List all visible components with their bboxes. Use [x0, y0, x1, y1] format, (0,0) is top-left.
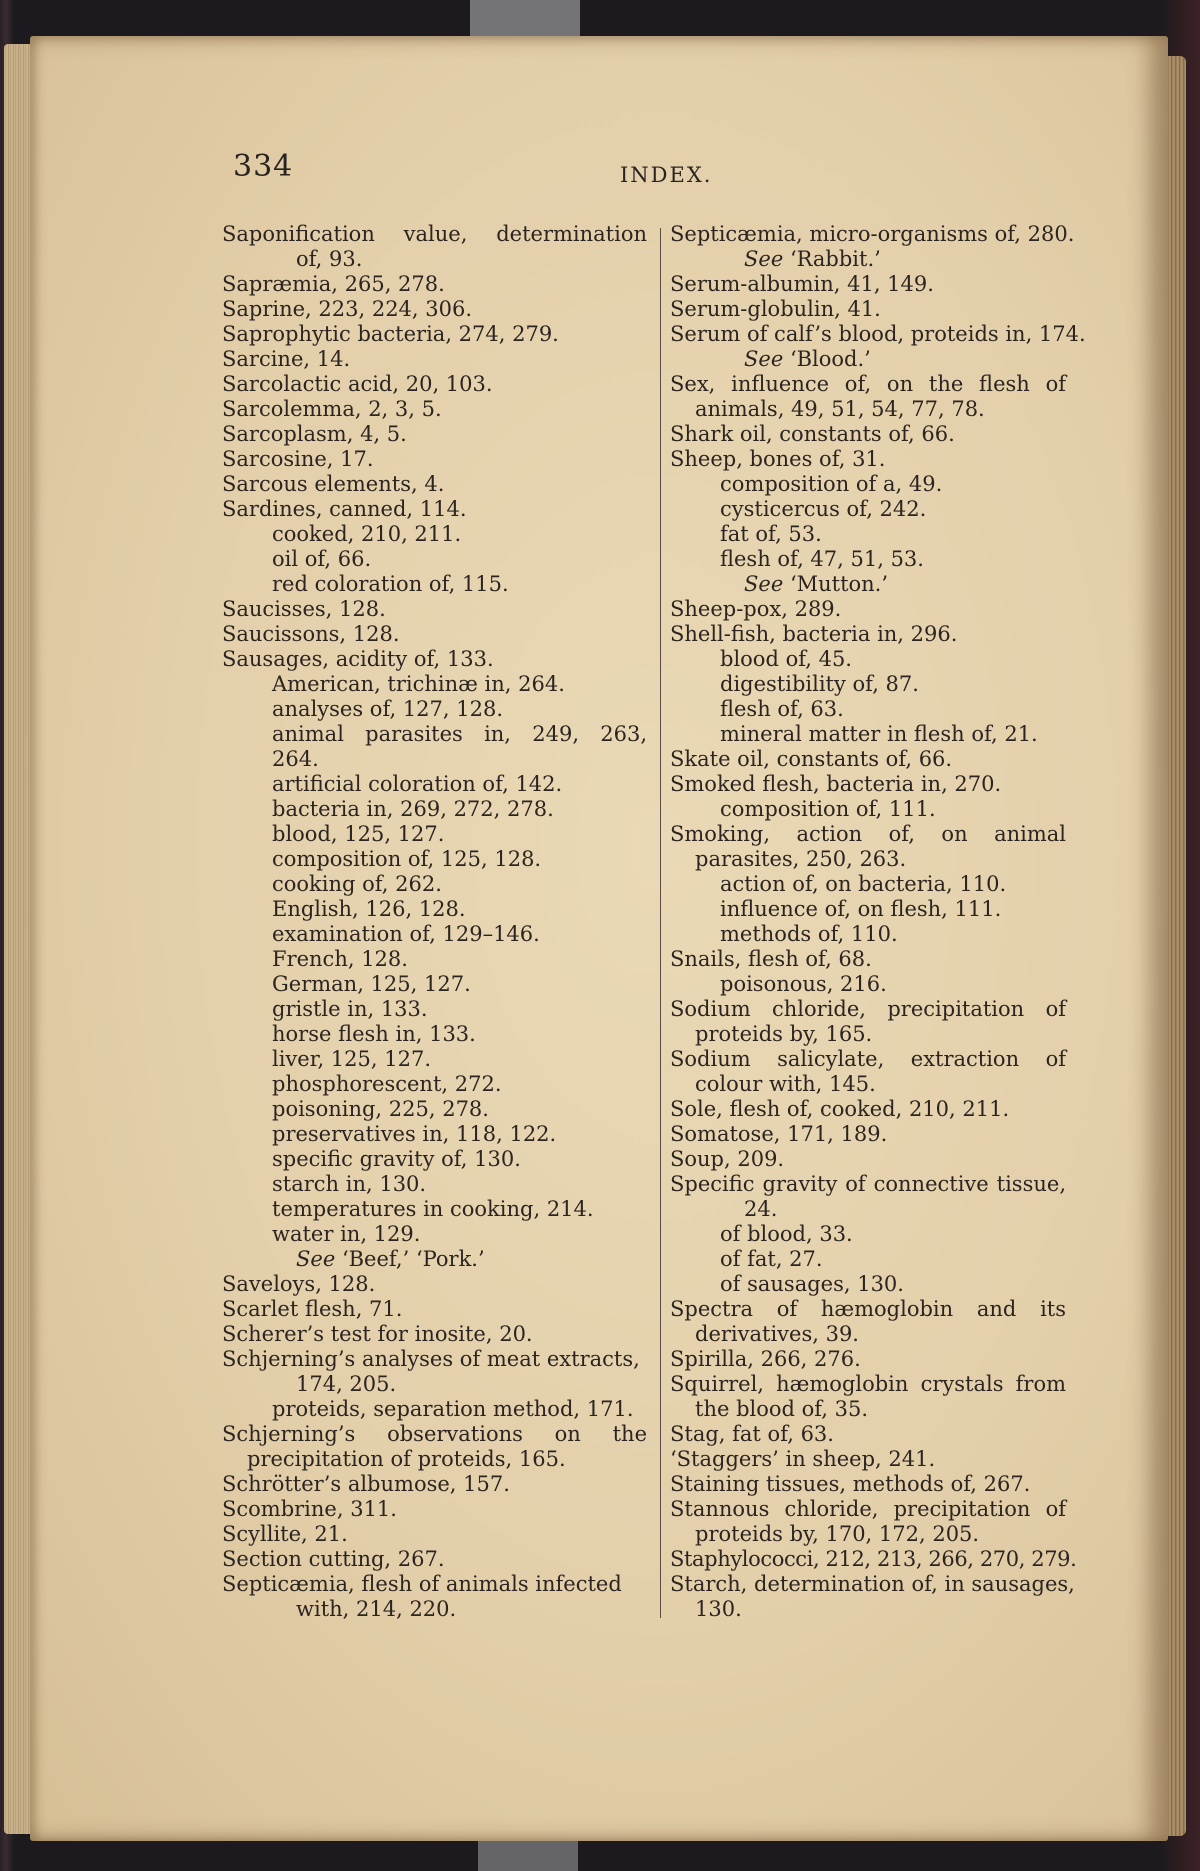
index-subentry: starch in, 130.: [272, 1172, 427, 1196]
index-entry: Sardines, canned, 114.: [222, 497, 467, 521]
index-subentry: blood of, 45.: [720, 647, 852, 671]
index-entry: Scherer’s test for inosite, 20.: [222, 1322, 533, 1346]
index-entry: Sodium salicylate, extraction of: [670, 1047, 1066, 1071]
index-subentry: artificial coloration of, 142.: [272, 772, 563, 796]
see-also-target: ‘Rabbit.’: [789, 247, 881, 271]
index-entry: Squirrel, hæmoglobin crystals from: [670, 1372, 1066, 1396]
index-entry: Schjerning’s observations on the: [222, 1422, 647, 1446]
index-subentry: of sausages, 130.: [720, 1272, 904, 1296]
index-subentry-continuation: 264.: [272, 747, 319, 771]
index-subentry: proteids, separation method, 171.: [272, 1397, 634, 1421]
index-entry: Sapræmia, 265, 278.: [222, 272, 445, 296]
index-entry: Scarlet flesh, 71.: [222, 1297, 403, 1321]
see-label: See: [744, 247, 784, 271]
index-subentry: water in, 129.: [272, 1222, 421, 1246]
index-entry: Saprine, 223, 224, 306.: [222, 297, 473, 321]
index-entry-continuation: 130.: [695, 1597, 742, 1621]
index-subentry: fat of, 53.: [720, 522, 822, 546]
index-entry: Saveloys, 128.: [222, 1272, 376, 1296]
index-subentry: gristle in, 133.: [272, 997, 428, 1021]
index-subentry: flesh of, 47, 51, 53.: [720, 547, 924, 571]
index-entry: Saucissons, 128.: [222, 622, 400, 646]
index-entry: Somatose, 171, 189.: [670, 1122, 888, 1146]
index-subentry: oil of, 66.: [272, 547, 372, 571]
see-also-reference: [670, 247, 1066, 272]
index-subentry: animal parasites in, 249, 263,: [272, 722, 647, 746]
index-subentry: composition of, 111.: [720, 797, 936, 821]
index-entry: Saucisses, 128.: [222, 597, 386, 621]
index-column-right: [670, 222, 1086, 1622]
index-entry: Schjerning’s analyses of meat extracts,: [222, 1347, 640, 1371]
index-subentry: cysticercus of, 242.: [720, 497, 927, 521]
index-subentry: analyses of, 127, 128.: [272, 697, 504, 721]
index-entry: Spectra of hæmoglobin and its: [670, 1297, 1066, 1321]
index-subentry: red coloration of, 115.: [272, 572, 509, 596]
index-entry: Serum-globulin, 41.: [670, 297, 881, 321]
index-subentry: preservatives in, 118, 122.: [272, 1122, 557, 1146]
index-entry: Sarcoplasm, 4, 5.: [222, 422, 407, 446]
index-entry: Scyllite, 21.: [222, 1522, 348, 1546]
index-entry: Snails, flesh of, 68.: [670, 947, 872, 971]
index-entry: Sausages, acidity of, 133.: [222, 647, 494, 671]
page-number: 334: [233, 149, 294, 184]
index-entry: Sarcolemma, 2, 3, 5.: [222, 397, 442, 421]
index-entry-continuation: the blood of, 35.: [695, 1397, 869, 1421]
index-entry-continuation: proteids by, 165.: [695, 1022, 873, 1046]
see-also-reference: [670, 347, 1066, 372]
index-entry: Schrötter’s albumose, 157.: [222, 1472, 510, 1496]
index-entry: Shark oil, constants of, 66.: [670, 422, 955, 446]
index-entry: Sheep, bones of, 31.: [670, 447, 886, 471]
index-entry: Sarcous elements, 4.: [222, 472, 445, 496]
index-entry-continuation: parasites, 250, 263.: [695, 847, 907, 871]
index-subentry: methods of, 110.: [720, 922, 898, 946]
index-entry-continuation: proteids by, 170, 172, 205.: [695, 1522, 980, 1546]
index-subentry: French, 128.: [272, 947, 408, 971]
index-entry-continuation: precipitation of proteids, 165.: [247, 1447, 566, 1471]
index-subentry: liver, 125, 127.: [272, 1047, 431, 1071]
index-entry: Specific gravity of connective tissue,: [670, 1172, 1066, 1196]
index-entry: Saprophytic bacteria, 274, 279.: [222, 322, 559, 346]
index-subentry: digestibility of, 87.: [720, 672, 919, 696]
see-also-reference: [670, 572, 1066, 597]
index-entry: Smoked flesh, bacteria in, 270.: [670, 772, 1002, 796]
index-entry: Stannous chloride, precipitation of: [670, 1497, 1066, 1521]
index-entry: Sodium chloride, precipitation of: [670, 997, 1066, 1021]
index-entry: Soup, 209.: [670, 1147, 785, 1171]
column-divider: [660, 228, 661, 1618]
index-subentry: German, 125, 127.: [272, 972, 471, 996]
index-column-left: [222, 222, 647, 1622]
see-label: See: [744, 347, 784, 371]
index-entry: Shell-fish, bacteria in, 296.: [670, 622, 958, 646]
index-entry-continuation: 174, 205.: [296, 1372, 397, 1396]
index-subentry: mineral matter in flesh of, 21.: [720, 722, 1038, 746]
index-subentry: influence of, on flesh, 111.: [720, 897, 1002, 921]
index-entry-continuation: 24.: [744, 1197, 778, 1221]
index-entry: Sheep-pox, 289.: [670, 597, 842, 621]
index-entry: Sarcolactic acid, 20, 103.: [222, 372, 493, 396]
index-subentry: composition of, 125, 128.: [272, 847, 542, 871]
index-entry-continuation: with, 214, 220.: [296, 1597, 457, 1621]
index-entry: Sole, flesh of, cooked, 210, 211.: [670, 1097, 1010, 1121]
index-subentry: poisoning, 225, 278.: [272, 1097, 489, 1121]
index-entry: Section cutting, 267.: [222, 1547, 445, 1571]
index-entry-continuation: derivatives, 39.: [695, 1322, 859, 1346]
index-subentry: temperatures in cooking, 214.: [272, 1197, 594, 1221]
index-subentry: cooked, 210, 211.: [272, 522, 462, 546]
see-also-target: ‘Beef,’ ‘Pork.’: [341, 1247, 485, 1271]
index-subentry: American, trichinæ in, 264.: [272, 672, 565, 696]
see-also-target: ‘Mutton.’: [789, 572, 889, 596]
index-entry-continuation: animals, 49, 51, 54, 77, 78.: [695, 397, 985, 421]
index-subentry: phosphorescent, 272.: [272, 1072, 502, 1096]
index-subentry: cooking of, 262.: [272, 872, 442, 896]
index-entry: ‘Staggers’ in sheep, 241.: [670, 1447, 936, 1471]
index-entry: Septicæmia, flesh of animals infected: [222, 1572, 622, 1596]
see-label: See: [744, 572, 784, 596]
index-entry: Sarcine, 14.: [222, 347, 351, 371]
index-entry: Staphylococci, 212, 213, 266, 270, 279.: [670, 1547, 1077, 1571]
index-subentry: poisonous, 216.: [720, 972, 887, 996]
index-entry: Skate oil, constants of, 66.: [670, 747, 953, 771]
index-entry: Starch, determination of, in sausages,: [670, 1572, 1075, 1596]
index-subentry: blood, 125, 127.: [272, 822, 445, 846]
index-subentry: bacteria in, 269, 272, 278.: [272, 797, 554, 821]
index-entry: Sex, influence of, on the flesh of: [670, 372, 1066, 396]
index-entry: Serum of calf’s blood, proteids in, 174.: [670, 322, 1086, 346]
index-entry: Scombrine, 311.: [222, 1497, 397, 1521]
index-entry: Spirilla, 266, 276.: [670, 1347, 861, 1371]
running-head: INDEX.: [620, 163, 713, 187]
index-subentry: specific gravity of, 130.: [272, 1147, 521, 1171]
index-subentry: of fat, 27.: [720, 1247, 823, 1271]
index-entry: Smoking, action of, on animal: [670, 822, 1066, 846]
index-entry-continuation: of, 93.: [296, 247, 363, 271]
see-label: See: [296, 1247, 336, 1271]
index-entry: Serum-albumin, 41, 149.: [670, 272, 934, 296]
index-subentry: examination of, 129–146.: [272, 922, 540, 946]
index-entry: Saponification value, determination: [222, 222, 647, 246]
see-also-target: ‘Blood.’: [789, 347, 871, 371]
index-subentry: of blood, 33.: [720, 1222, 853, 1246]
index-subentry: flesh of, 63.: [720, 697, 844, 721]
index-entry: Staining tissues, methods of, 267.: [670, 1472, 1031, 1496]
index-subentry: composition of a, 49.: [720, 472, 943, 496]
index-subentry: horse flesh in, 133.: [272, 1022, 476, 1046]
index-entry: Septicæmia, micro-organisms of, 280.: [670, 222, 1075, 246]
see-also-reference: [222, 1247, 647, 1272]
index-subentry: English, 126, 128.: [272, 897, 466, 921]
index-entry: Stag, fat of, 63.: [670, 1422, 834, 1446]
index-entry-continuation: colour with, 145.: [695, 1072, 876, 1096]
index-entry: Sarcosine, 17.: [222, 447, 374, 471]
index-subentry: action of, on bacteria, 110.: [720, 872, 1007, 896]
